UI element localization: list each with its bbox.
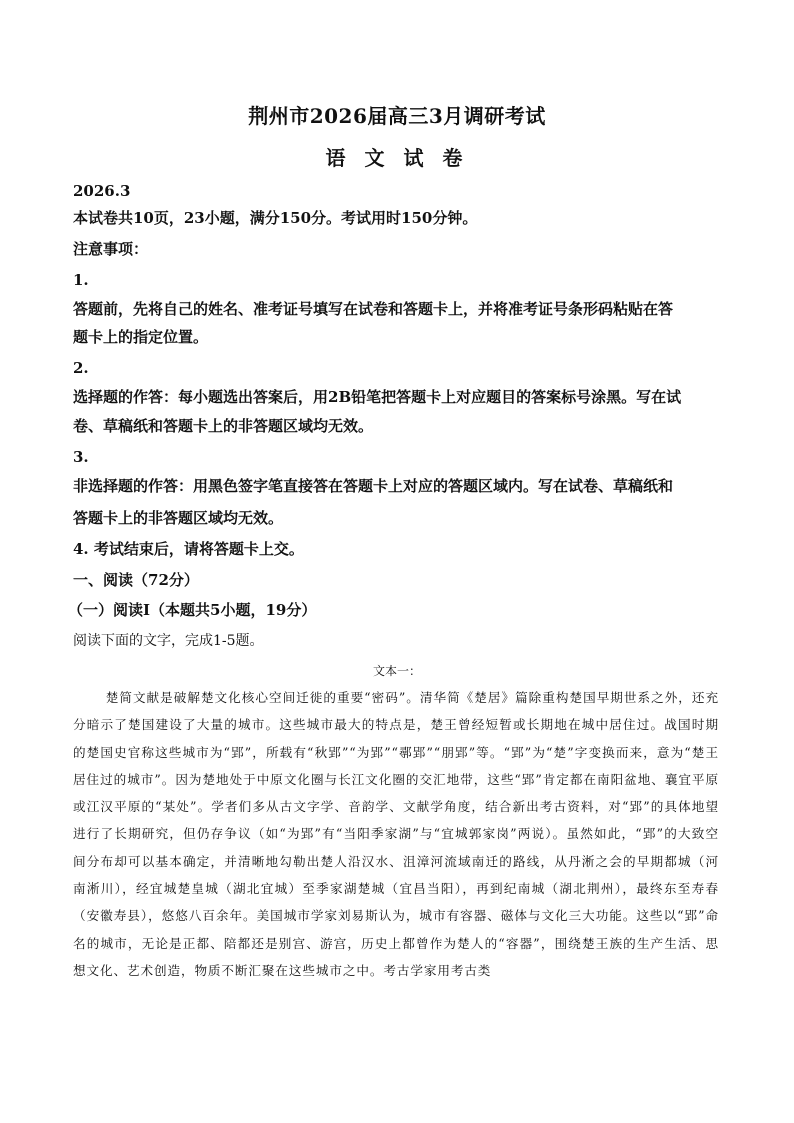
exam-date: 2026.3 — [73, 182, 131, 200]
notice-heading: 注意事项： — [73, 240, 149, 258]
exam-summary: 本试卷共10页，23小题，满分150分。考试用时150分钟。 — [73, 209, 478, 227]
notice-3-line-2: 答题卡上的非答题区域均无效。 — [73, 509, 284, 527]
notice-2-number: 2. — [73, 359, 89, 377]
text-label: 文本一： — [372, 664, 421, 678]
section-heading: 一、阅读（72分） — [73, 571, 199, 589]
notice-3-line-1: 非选择题的作答：用黑色签字笔直接答在答题卡上对应的答题区域内。写在试卷、草稿纸和 — [73, 477, 674, 495]
reading-passage: 楚简文献是破解楚文化核心空间迁徙的重要“密码”。清华简《楚居》篇除重构楚国早期世系之外，还充分暗示了楚国建设了大量的城市。这些城市最大的特点是，楚王曾经短暂或长期地在城中居住过。战国时期的楚国史官称这些城市为“郢”，所载有“秋郢”“为郢”“鄩郢”“朋郢”等。“郢”为“楚”字变换而来，意为“楚王居住过的城市”。因为楚地处于中原文化圈与长江文化圈的交汇地带，这些“郢”肯定都在南阳盆地、襄宜平原或江汉平原的“某处”。学者们多从古文字学、音韵学、文献学角度，结合新出考古资料，对“郢”的具体地望进行了长期研究，但仍存争议（如“为郢”有“当阳季家湖”与“宜城郭家岗”两说）。虽然如此，“郢”的大致空间分布却可以基本确定，并清晰地勾勒出楚人沿汉水、沮漳河流域南迁的路线，从丹淅之会的早期都城（河南淅川），经宜城楚皇城（湖北宜城）至季家湖楚城（宜昌当阳），再到纪南城（湖北荆州），最终东至寿春（安徽寿县），悠悠八百余年。美国城市学家刘易斯认为，城市有容器、磁体与文化三大功能。这些以“郢”命名的城市，无论是正都、陪都还是别宫、游宫，历史上都曾作为楚人的“容器”，围绕楚王族的生产生活、思想文化、艺术创造，物质不断汇聚在这些城市之中。考古学家用考古类 — [73, 690, 719, 978]
notice-4-line: 4. 考试结束后，请将答题卡上交。 — [73, 540, 304, 558]
exam-subtitle: 语 文 试 卷 — [325, 146, 469, 170]
reading-instruction: 阅读下面的文字，完成1-5题。 — [73, 633, 264, 649]
notice-1-line-2: 题卡上的指定位置。 — [73, 328, 209, 346]
sub-section-heading: （一）阅读Ⅰ（本题共5小题，19分） — [68, 601, 317, 619]
exam-title: 荆州市2026届高三3月调研考试 — [248, 104, 546, 128]
notice-2-line-2: 卷、草稿纸和答题卡上的非答题区域均无效。 — [73, 417, 374, 435]
notice-1-line-1: 答题前，先将自己的姓名、准考证号填写在试卷和答题卡上，并将准考证号条形码粘贴在答 — [73, 300, 674, 318]
notice-2-line-1: 选择题的作答：每小题选出答案后，用2B铅笔把答题卡上对应题目的答案标号涂黑。写在试 — [73, 388, 682, 406]
notice-3-number: 3. — [73, 448, 89, 466]
notice-1-number: 1. — [73, 271, 89, 289]
